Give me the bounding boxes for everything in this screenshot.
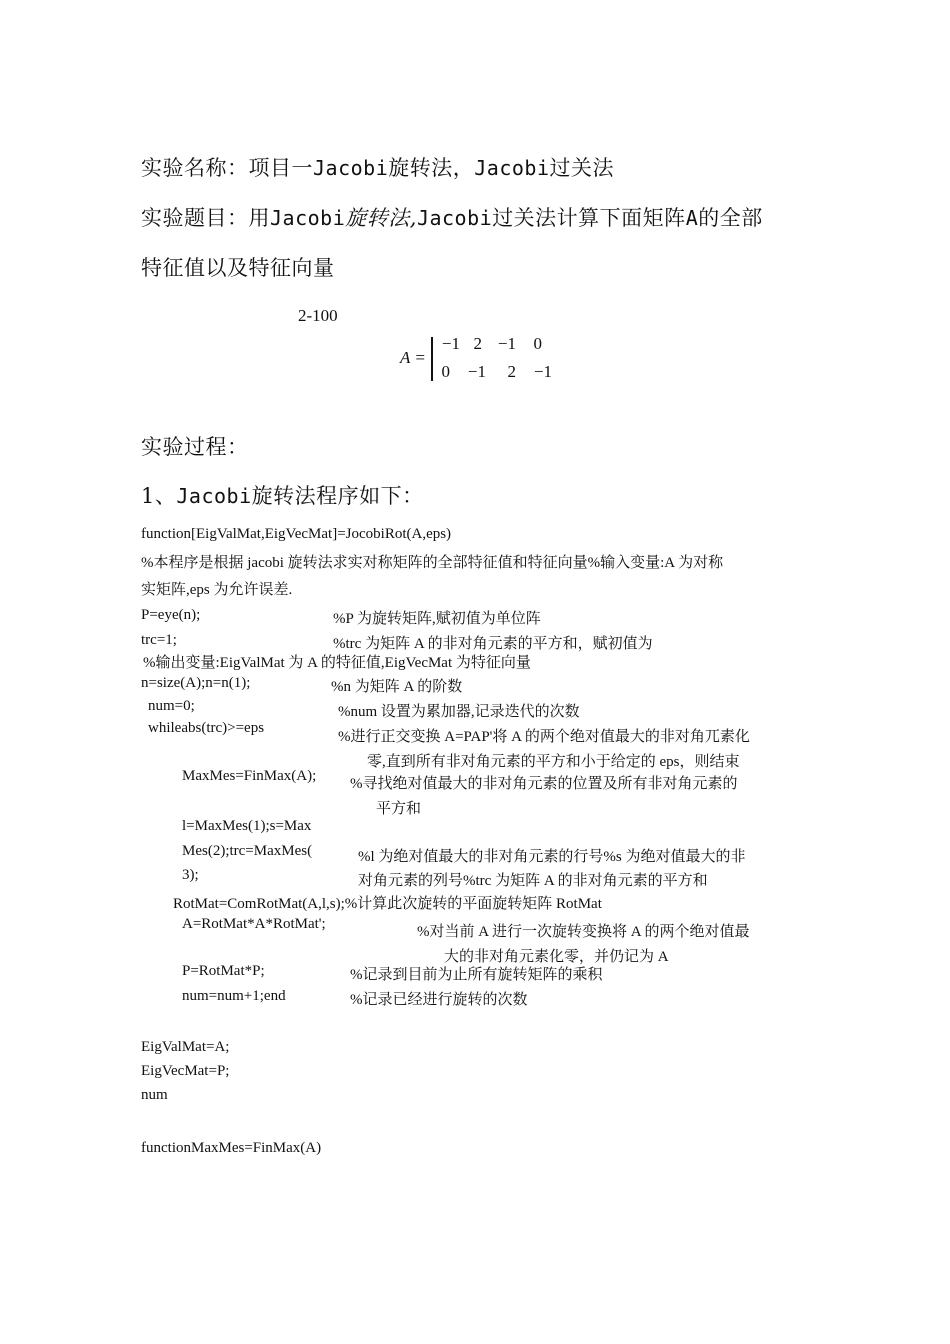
code-line: l=MaxMes(1);s=Max bbox=[182, 818, 312, 834]
code-comment: 平方和 bbox=[376, 801, 422, 817]
code-comment: %对当前 A 进行一次旋转变换将 A 的两个绝对值最 bbox=[417, 924, 750, 940]
code-comment: %num 设置为累加器,记录迭代的次数 bbox=[338, 704, 580, 720]
step-1-jacobi: Jacobi bbox=[176, 484, 252, 508]
matrix-cell: −1 bbox=[533, 362, 552, 381]
code-line: EigValMat=A; bbox=[141, 1039, 230, 1055]
code-line: P=RotMat*P; bbox=[182, 963, 265, 979]
topic-middle: 过关法计算下面矩阵 bbox=[492, 206, 686, 230]
topic-prefix: 实验题目：用 bbox=[141, 206, 270, 230]
code-line: whileabs(trc)>=eps bbox=[148, 720, 265, 736]
topic-jacobi-2: Jacobi bbox=[416, 206, 493, 230]
step-1-heading bbox=[141, 480, 424, 510]
topic-rotation: 旋转法, bbox=[345, 206, 417, 230]
code-line: A=RotMat*A*RotMat'; bbox=[182, 916, 326, 932]
code-line: n=size(A);n=n(1); bbox=[141, 675, 251, 691]
matrix-top-row: 2-100 bbox=[298, 306, 338, 325]
experiment-topic bbox=[141, 202, 763, 232]
code-line: 3); bbox=[182, 867, 199, 883]
step-1-prefix: 1、 bbox=[141, 484, 177, 508]
code-comment: 实矩阵,eps 为允许误差. bbox=[141, 582, 293, 598]
matrix-cell: −1 bbox=[467, 362, 486, 381]
process-heading: 实验过程： bbox=[141, 435, 249, 459]
code-comment: %trc 为矩阵 A 的非对角元素的平方和，赋初值为 bbox=[333, 636, 653, 652]
title-jacobi-2: Jacobi bbox=[474, 156, 550, 180]
matrix-cell: 2 bbox=[507, 362, 516, 381]
topic-jacobi-1: Jacobi bbox=[270, 206, 346, 230]
title-mid: 旋转法， bbox=[388, 156, 475, 180]
code-line: function[EigValMat,EigVecMat]=JocobiRot(A,eps) bbox=[141, 526, 452, 542]
code-comment: %进行正交变换 A=PAP'将 A 的两个绝对值最大的非对角兀素化 bbox=[338, 729, 750, 745]
code-comment: %记录到目前为止所有旋转矩阵的乘积 bbox=[350, 967, 603, 983]
matrix-row-2 bbox=[438, 334, 542, 354]
code-line: P=eye(n); bbox=[141, 607, 201, 623]
title-label: 实验名称：项目一 bbox=[141, 156, 313, 180]
topic-line-2: 特征值以及特征向量 bbox=[141, 256, 335, 280]
title-jacobi-1: Jacobi bbox=[313, 156, 389, 180]
matrix-cell: 0 bbox=[441, 362, 450, 381]
code-comment: %P 为旋转矩阵,赋初值为单位阵 bbox=[333, 611, 541, 627]
code-line: num bbox=[141, 1087, 168, 1103]
code-comment: %寻找绝对值最大的非对角元素的位置及所有非对角元素的 bbox=[350, 776, 738, 792]
code-comment: 大的非对角元素化零，并仍记为 A bbox=[444, 949, 669, 965]
code-comment: 对角元素的列号%trc 为矩阵 A 的非对角元素的平方和 bbox=[358, 873, 708, 889]
matrix-bracket bbox=[431, 337, 433, 381]
code-comment: %l 为绝对值最大的非对角元素的行号%s 为绝对值最大的非 bbox=[358, 849, 746, 865]
code-line: num=num+1;end bbox=[182, 988, 286, 1004]
matrix-name: A = bbox=[400, 348, 426, 367]
matrix-cell: 2 bbox=[473, 334, 482, 353]
code-line: num=0; bbox=[148, 698, 195, 714]
topic-suffix: 的全部 bbox=[698, 206, 763, 230]
code-line: Mes(2);trc=MaxMes( bbox=[182, 843, 313, 859]
code-comment: %n 为矩阵 A 的阶数 bbox=[331, 679, 463, 695]
code-line: functionMaxMes=FinMax(A) bbox=[141, 1140, 322, 1156]
code-line: trc=1; bbox=[141, 632, 177, 648]
title-end: 过关法 bbox=[549, 156, 614, 180]
experiment-name bbox=[141, 152, 614, 182]
code-line: MaxMes=FinMax(A); bbox=[182, 768, 317, 784]
code-comment: %记录已经进行旋转的次数 bbox=[350, 992, 528, 1008]
step-1-suffix: 旋转法程序如下： bbox=[251, 484, 424, 508]
matrix-cell: −1 bbox=[441, 334, 460, 353]
matrix-row-3 bbox=[438, 362, 552, 382]
code-comment: 零,直到所有非对角元素的平方和小于给定的 eps，则结束 bbox=[367, 754, 740, 770]
topic-matrix-a: A bbox=[685, 206, 699, 230]
code-line: EigVecMat=P; bbox=[141, 1063, 230, 1079]
matrix-cell: 0 bbox=[533, 334, 542, 353]
code-comment: %输出变量:EigValMat 为 A 的特征值,EigVecMat 为特征向量 bbox=[143, 655, 531, 671]
code-line: RotMat=ComRotMat(A,l,s);%计算此次旋转的平面旋转矩阵 RotMat bbox=[173, 896, 602, 912]
matrix-cell: −1 bbox=[497, 334, 516, 353]
code-comment: %本程序是根据 jacobi 旋转法求实对称矩阵的全部特征值和特征向量%输入变量:A 为对称 bbox=[141, 555, 724, 571]
